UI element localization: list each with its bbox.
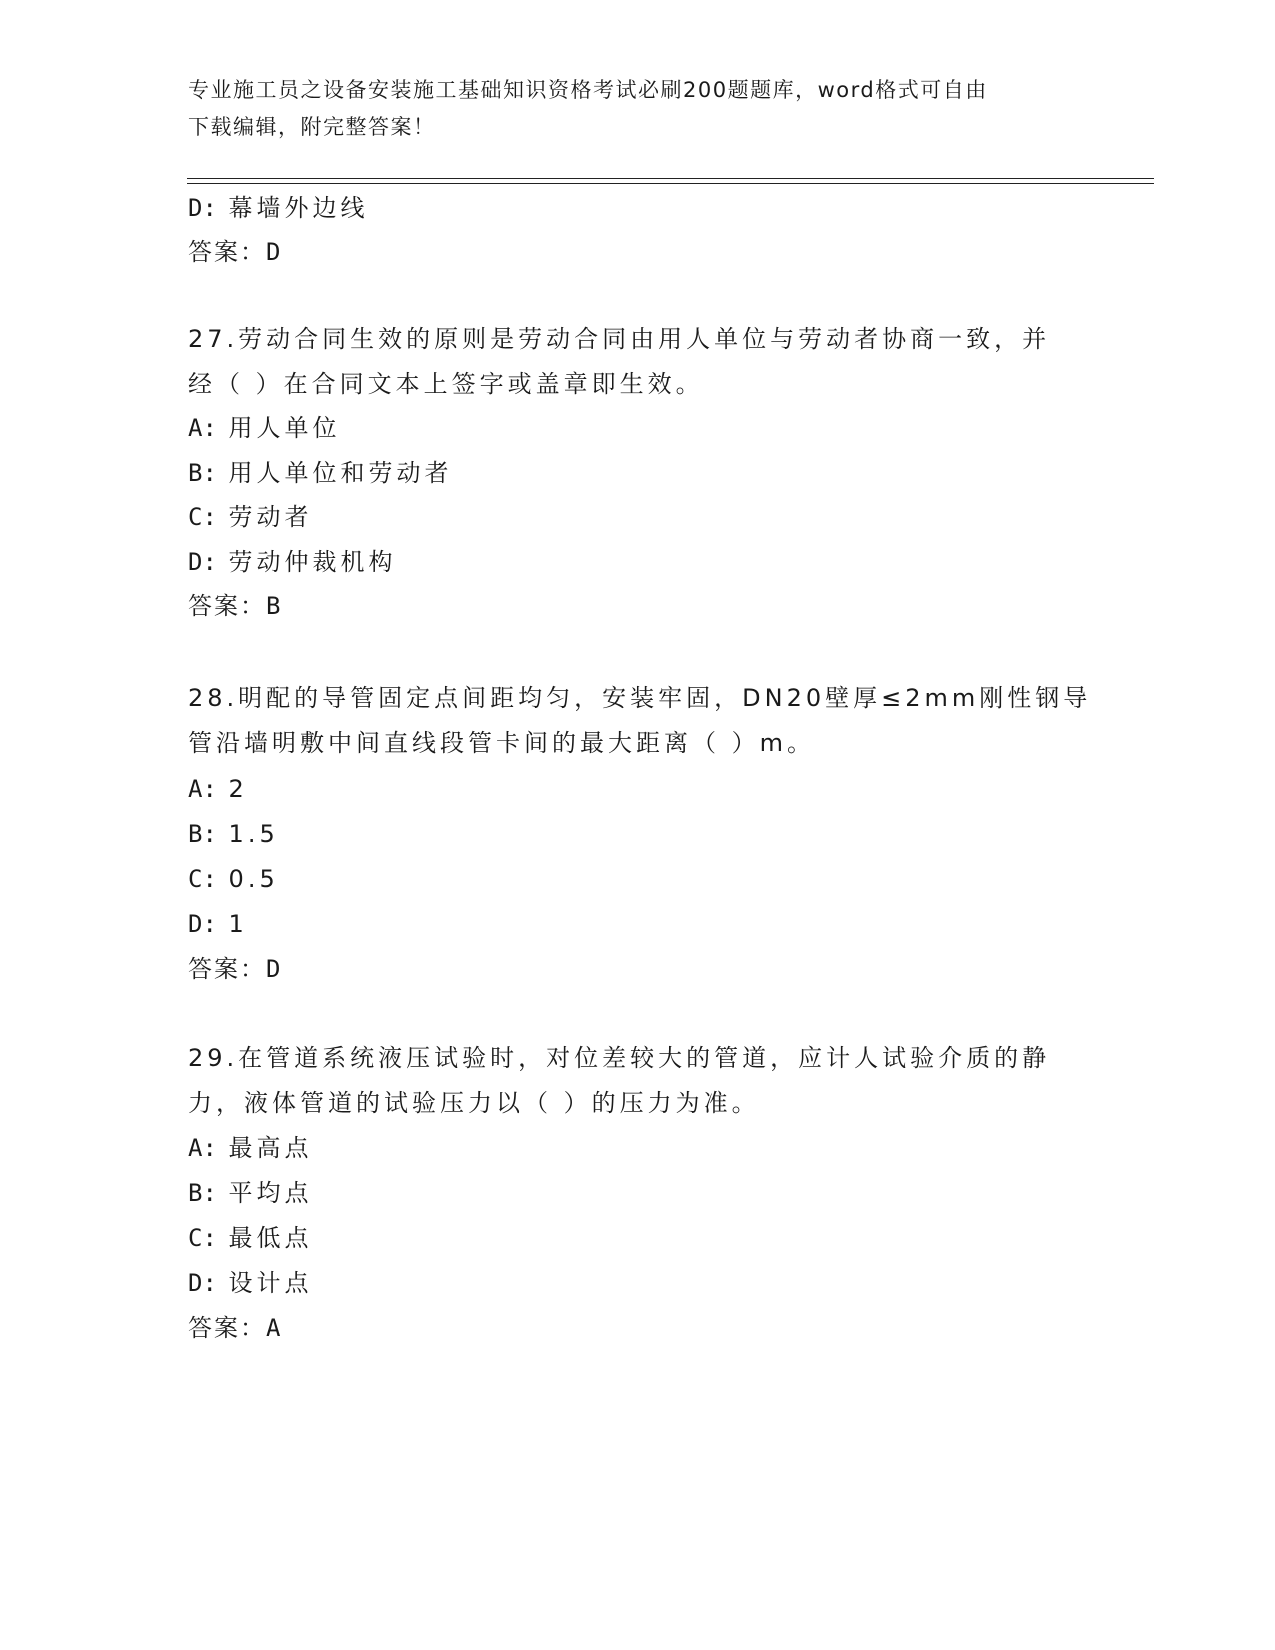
answer: [188, 590, 280, 622]
option-text: 2: [228, 775, 248, 803]
answer: [188, 1312, 280, 1344]
option-a: [188, 412, 341, 444]
option-key: D:: [188, 548, 217, 576]
option-text: 幕墙外边线: [228, 194, 369, 222]
option-key: C:: [188, 503, 217, 531]
option-key: D:: [188, 194, 217, 222]
answer-value: B: [266, 592, 281, 620]
option-text: 平均点: [228, 1179, 313, 1207]
option-key: C:: [188, 865, 217, 893]
option-text: 用人单位和劳动者: [228, 459, 453, 487]
option-text: 设计点: [228, 1269, 313, 1297]
option-key: A:: [188, 775, 217, 803]
answer-label: 答案：: [188, 238, 266, 266]
option-text: 1.5: [228, 820, 279, 848]
option-a: [188, 1132, 313, 1164]
option-c: [188, 863, 279, 895]
option-a: [188, 773, 248, 805]
answer-value: D: [266, 238, 281, 266]
answer-value: A: [266, 1314, 281, 1342]
option-text: 用人单位: [228, 414, 341, 442]
option-key: B:: [188, 459, 217, 487]
option-key: D:: [188, 910, 217, 938]
option-d: [188, 546, 397, 578]
document-header: [188, 72, 1068, 146]
option-text: 劳动者: [228, 503, 313, 531]
header-title-line1: 专业施工员之设备安装施工基础知识资格考试必刷200题题库，word格式可自由: [188, 78, 988, 102]
option-key: B:: [188, 1179, 217, 1207]
question-stem-line1: 29.在管道系统液压试验时，对位差较大的管道，应计人试验介质的静: [188, 1044, 1051, 1072]
header-rule-bottom: [187, 183, 1154, 184]
question-stem-line2: 经（ ）在合同文本上签字或盖章即生效。: [188, 370, 704, 398]
question-stem-line2: 管沿墙明敷中间直线段管卡间的最大距离（ ）m。: [188, 729, 816, 757]
option-c: [188, 1222, 313, 1254]
answer-label: 答案：: [188, 1314, 266, 1342]
question-stem-line1: 28.明配的导管固定点间距均匀，安装牢固，DN20壁厚≤2mm刚性钢导: [188, 684, 1092, 712]
option-key: D:: [188, 1269, 217, 1297]
header-title-line2: 下载编辑，附完整答案！: [188, 115, 436, 139]
carryover-answer: [188, 236, 280, 268]
option-b: [188, 1177, 313, 1209]
option-text: 最低点: [228, 1224, 313, 1252]
carryover-option-d: [188, 192, 369, 224]
option-key: B:: [188, 820, 217, 848]
option-text: 劳动仲裁机构: [228, 548, 397, 576]
option-key: A:: [188, 1134, 217, 1162]
option-key: A:: [188, 414, 217, 442]
option-text: 0.5: [228, 865, 279, 893]
option-d: [188, 1267, 313, 1299]
answer: [188, 953, 280, 985]
header-rule-top: [187, 178, 1154, 179]
answer-label: 答案：: [188, 592, 266, 620]
option-b: [188, 457, 453, 489]
option-d: [188, 908, 248, 940]
option-text: 最高点: [228, 1134, 313, 1162]
option-text: 1: [228, 910, 248, 938]
question-stem-line1: 27.劳动合同生效的原则是劳动合同由用人单位与劳动者协商一致，并: [188, 325, 1051, 353]
question-stem-line2: 力，液体管道的试验压力以（ ）的压力为准。: [188, 1089, 760, 1117]
option-b: [188, 818, 279, 850]
option-c: [188, 501, 313, 533]
option-key: C:: [188, 1224, 217, 1252]
answer-value: D: [266, 955, 281, 983]
answer-label: 答案：: [188, 955, 266, 983]
